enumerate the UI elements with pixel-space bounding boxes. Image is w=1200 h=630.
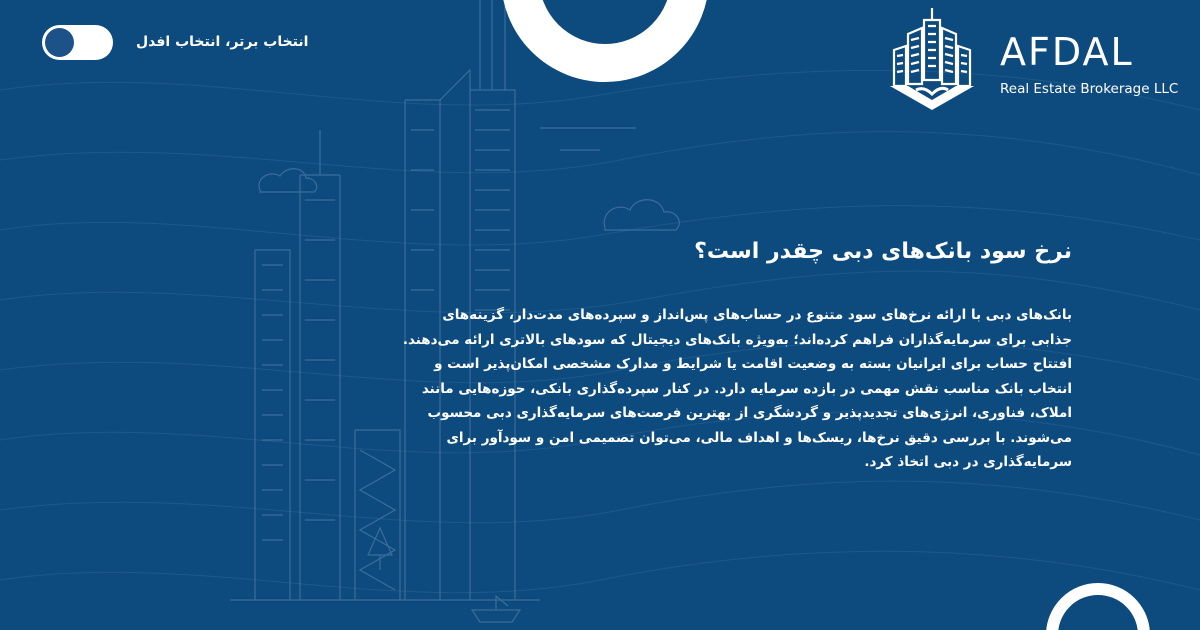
brand-name: AFDAL: [1000, 30, 1134, 74]
toggle-knob: [45, 28, 74, 57]
building-handshake-icon: [886, 6, 978, 112]
article-headline: نرخ سود بانک‌های دبی چقدر است؟: [694, 239, 1072, 264]
bottom-ring: [1052, 589, 1144, 630]
article-body: بانک‌های دبی با ارائه نرخ‌های سود متنوع در حساب‌های پس‌انداز و سپرده‌های مدت‌دار، گزینه‌های جذابی برای سرمایه‌گذاران فراهم کرده‌اند؛ به‌ویژه بانک‌های دیجیتال که سودهای بالاتری ارائه می‌دهند. افتتاح حساب برای ایرانیان بسته به وضعیت اقامت یا شرایط و مدارک مشخصی امکان‌پذیر است و انتخاب بانک مناسب نقش مهمی در بازده سرمایه دارد. در کنار سپرده‌گذاری بانکی، حوزه‌هایی مانند املاک، فناوری، انرژی‌های تجدیدپذیر و گردشگری از بهترین فرصت‌های سرمایه‌گذاری دبی محسوب می‌شوند. با بررسی دقیق نرخ‌ها، ریسک‌ها و اهداف مالی، می‌توان تصمیمی امن و سودآور برای سرمایه‌گذاری در دبی اتخاذ کرد.: [402, 307, 1072, 470]
brand-subtitle: Real Estate Brokerage LLC: [1000, 81, 1179, 97]
toggle-switch[interactable]: [42, 25, 113, 60]
tagline: انتخاب برتر، انتخاب افدل: [136, 34, 309, 50]
top-ring: [520, 0, 690, 63]
